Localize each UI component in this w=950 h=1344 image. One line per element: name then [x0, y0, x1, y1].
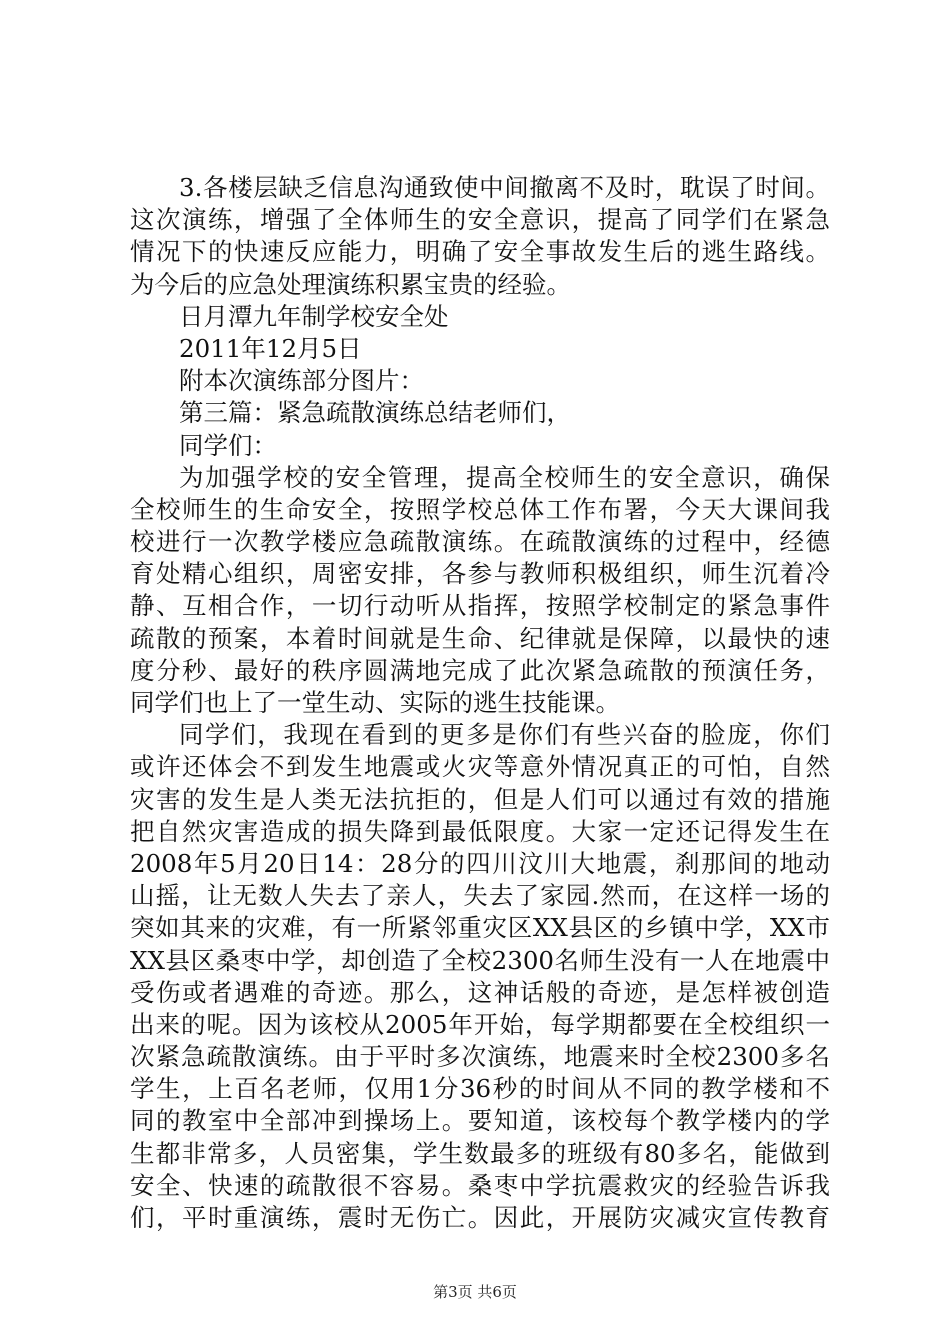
body-line: 把自然灾害造成的损失降到最低限度。大家一定还记得发生在 — [130, 816, 830, 846]
body-line: 3.各楼层缺乏信息沟通致使中间撤离不及时，耽误了时间。 — [179, 173, 830, 202]
body-line: 育处精心组织，周密安排，各参与教师积极组织，师生沉着冷 — [130, 559, 830, 589]
salutation-line: 同学们： — [179, 430, 277, 460]
body-line: 同学们，我现在看到的更多是你们有些兴奋的脸庞，你们 — [179, 720, 830, 750]
body-line: 同的教室中全部冲到操场上。要知道，该校每个教学楼内的学 — [130, 1106, 830, 1136]
body-line: 突如其来的灾难，有一所紧邻重灾区XX县区的乡镇中学，XX市 — [130, 913, 830, 943]
body-line: 校进行一次教学楼应急疏散演练。在疏散演练的过程中，经德 — [130, 527, 830, 557]
body-line: 度分秒、最好的秩序圆满地完成了此次紧急疏散的预演任务， — [130, 655, 830, 685]
body-line: 2008年5月20日14：28分的四川汶川大地震，刹那间的地动 — [130, 848, 830, 878]
body-line: 生都非常多，人员密集，学生数最多的班级有80多名，能做到 — [130, 1138, 830, 1168]
body-line: 为加强学校的安全管理，提高全校师生的安全意识，确保 — [179, 462, 830, 492]
page-footer: 第3页 共6页 — [433, 1283, 517, 1301]
section-heading: 第三篇：紧急疏散演练总结老师们， — [179, 398, 571, 428]
body-line: 山摇，让无数人失去了亲人，失去了家园.然而，在这样一场的 — [130, 881, 830, 911]
body-line: 们，平时重演练，震时无伤亡。因此，开展防灾减灾宣传教育 — [130, 1203, 830, 1232]
attachment-note: 附本次演练部分图片： — [179, 366, 424, 396]
body-line: 全校师生的生命安全，按照学校总体工作布署，今天大课间我 — [130, 494, 830, 524]
body-line: 次紧急疏散演练。由于平时多次演练，地震来时全校2300多名 — [130, 1042, 830, 1072]
body-line: 同学们也上了一堂生动、实际的逃生技能课。 — [130, 688, 620, 717]
body-line: 受伤或者遇难的奇迹。那么，这神话般的奇迹，是怎样被创造 — [130, 977, 830, 1007]
body-line: 为今后的应急处理演练积累宝贵的经验。 — [130, 269, 571, 299]
body-line: 学生，上百名老师，仅用1分36秒的时间从不同的教学楼和不 — [130, 1074, 830, 1104]
body-line: 疏散的预案，本着时间就是生命、纪律就是保障，以最快的速 — [130, 623, 830, 653]
body-line: 出来的呢。因为该校从2005年开始，每学期都要在全校组织一 — [130, 1009, 830, 1039]
body-line: 静、互相合作，一切行动听从指挥，按照学校制定的紧急事件 — [130, 591, 830, 621]
body-line: 灾害的发生是人类无法抗拒的，但是人们可以通过有效的措施 — [130, 784, 830, 814]
body-line: 或许还体会不到发生地震或火灾等意外情况真正的可怕，自然 — [130, 752, 830, 782]
body-line: 这次演练，增强了全体师生的安全意识，提高了同学们在紧急 — [130, 205, 830, 235]
body-line: 情况下的快速反应能力，明确了安全事故发生后的逃生路线。 — [130, 237, 830, 267]
date-line: 2011年12月5日 — [179, 333, 362, 363]
body-line: XX县区桑枣中学，却创造了全校2300名师生没有一人在地震中 — [130, 945, 830, 975]
signature-line: 日月潭九年制学校安全处 — [179, 301, 449, 331]
document-body — [130, 172, 830, 1234]
body-line: 安全、快速的疏散很不容易。桑枣中学抗震救灾的经验告诉我 — [130, 1170, 830, 1200]
